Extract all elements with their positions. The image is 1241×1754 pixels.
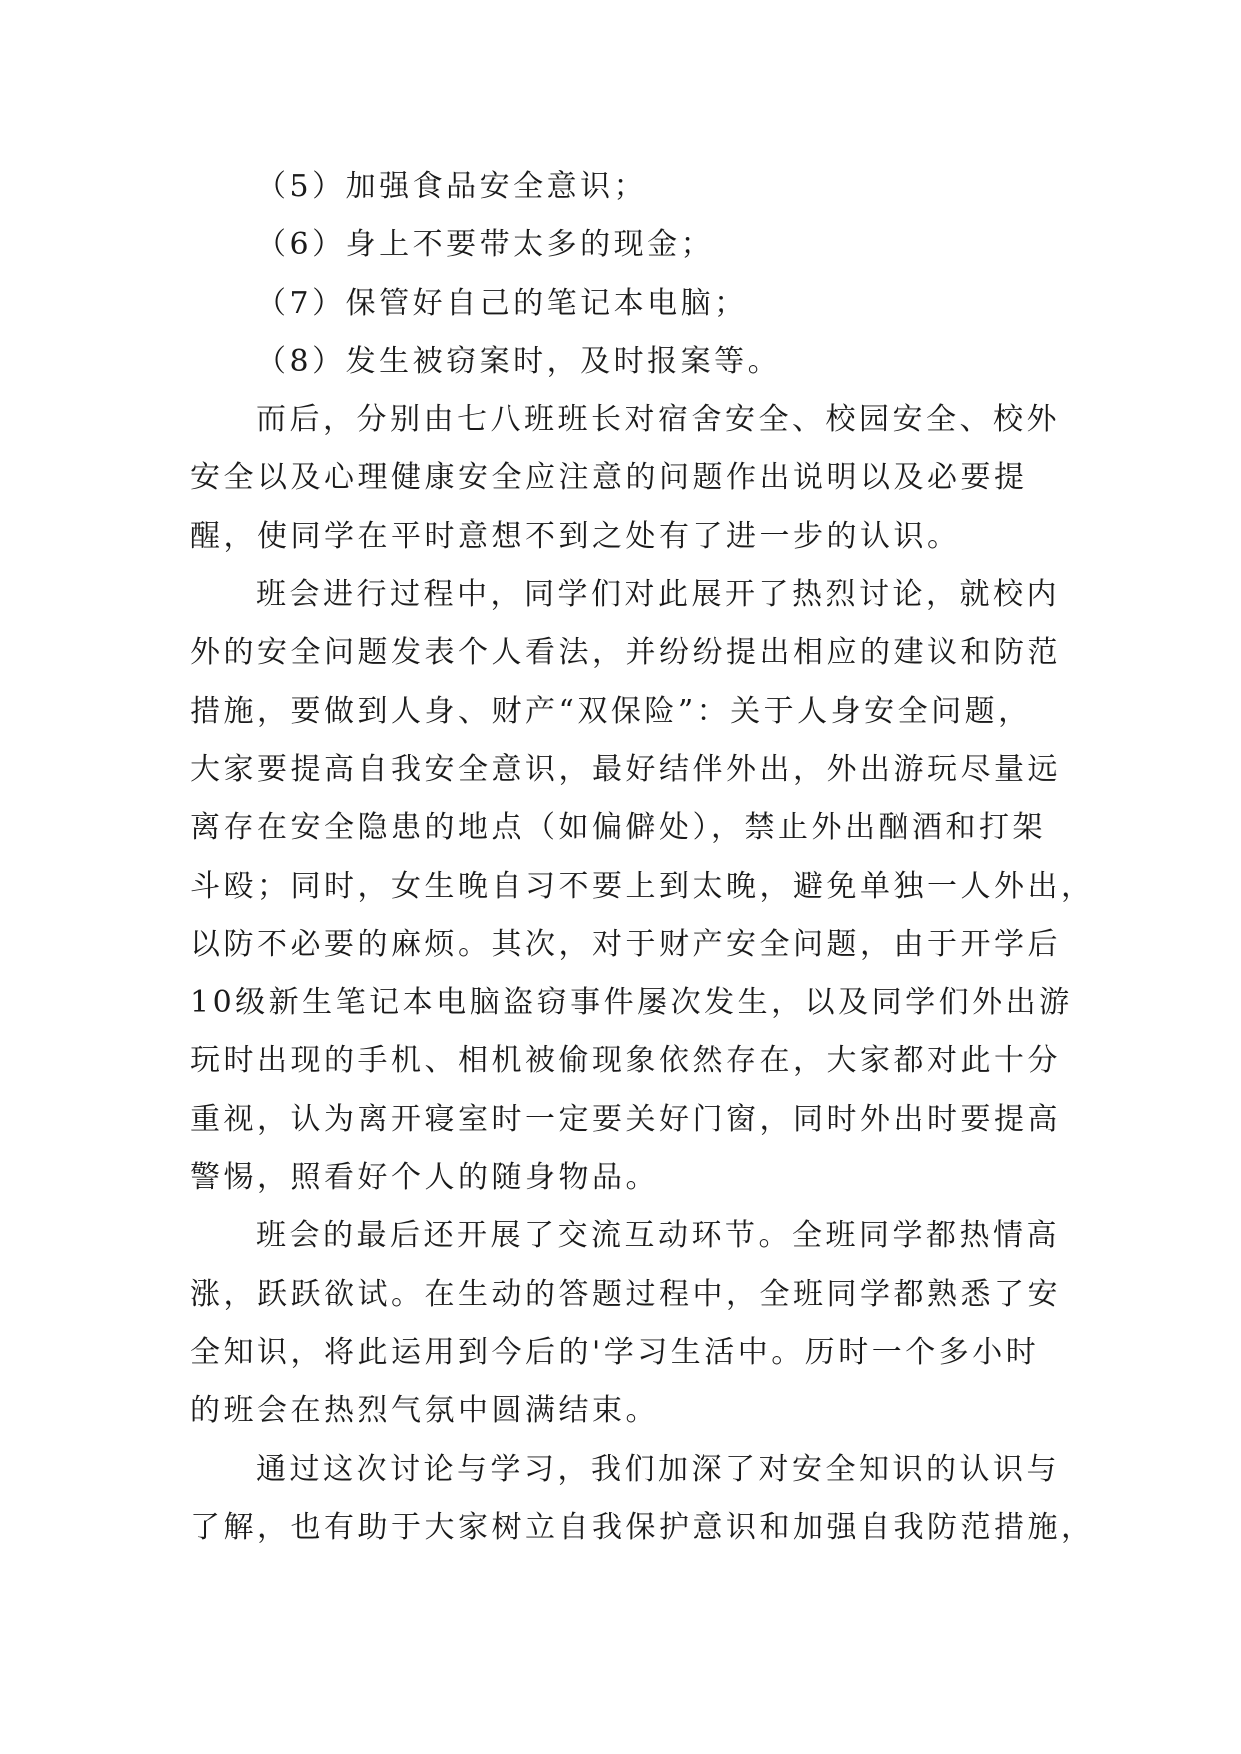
paragraph-line: 涨，跃跃欲试。在生动的答题过程中，全班同学都熟悉了安 [190,1276,1061,1312]
list-item: （7）保管好自己的笔记本电脑； [256,285,748,321]
paragraph-line: 以防不必要的麻烦。其次，对于财产安全问题，由于开学后 [190,926,1061,962]
paragraph-line: 离存在安全隐患的地点（如偏僻处），禁止外出酗酒和打架 [190,810,1046,846]
paragraph-discussion [190,566,1095,1207]
safety-tips-list [190,158,1052,391]
paragraph-line: 班会的最后还开展了交流互动环节。全班同学都热情高 [256,1218,1060,1254]
paragraph-line: 外的安全问题发表个人看法，并纷纷提出相应的建议和防范 [190,635,1061,671]
paragraph-line: 全知识，将此运用到今后的'学习生活中。历时一个多小时 [190,1334,1040,1370]
paragraph-conclusion [190,1441,1095,1558]
paragraph-line: 通过这次讨论与学习，我们加深了对安全知识的认识与 [256,1451,1060,1487]
paragraph-line: 而后，分别由七八班班长对宿舍安全、校园安全、校外 [256,402,1060,438]
list-item: （5）加强食品安全意识； [256,169,648,204]
paragraph-line: 重视，认为离开寝室时一定要关好门窗，同时外出时要提高 [190,1101,1061,1137]
paragraph-line: 大家要提高自我安全意识，最好结伴外出，外出游玩尽量远 [190,751,1061,787]
list-item: （6）身上不要带太多的现金； [256,227,715,263]
paragraph-class-monitor-explanation [190,391,1060,566]
paragraph-line: 安全以及心理健康安全应注意的问题作出说明以及必要提 [190,460,1028,496]
paragraph-line: 10级新生笔记本电脑盗窃事件屡次发生，以及同学们外出游 [190,985,1073,1021]
paragraph-line: 了解，也有助于大家树立自我保护意识和加强自我防范措施， [190,1509,1095,1545]
document-body [190,158,1095,1557]
paragraph-interaction-session [190,1207,1061,1440]
list-item: （8）发生被窃案时，及时报案等。 [256,343,782,379]
paragraph-line: 班会进行过程中，同学们对此展开了热烈讨论，就校内 [256,577,1060,613]
paragraph-line: 醒，使同学在平时意想不到之处有了进一步的认识。 [190,518,961,554]
paragraph-line: 斗殴；同时，女生晚自习不要上到太晚，避免单独一人外出， [190,868,1095,904]
paragraph-line: 措施，要做到人身、财产“双保险”：关于人身安全问题， [190,693,1032,729]
paragraph-line: 警惕，照看好个人的随身物品。 [190,1160,659,1196]
paragraph-line: 玩时出现的手机、相机被偷现象依然存在，大家都对此十分 [190,1043,1061,1079]
paragraph-line: 的班会在热烈气氛中圆满结束。 [190,1393,659,1429]
